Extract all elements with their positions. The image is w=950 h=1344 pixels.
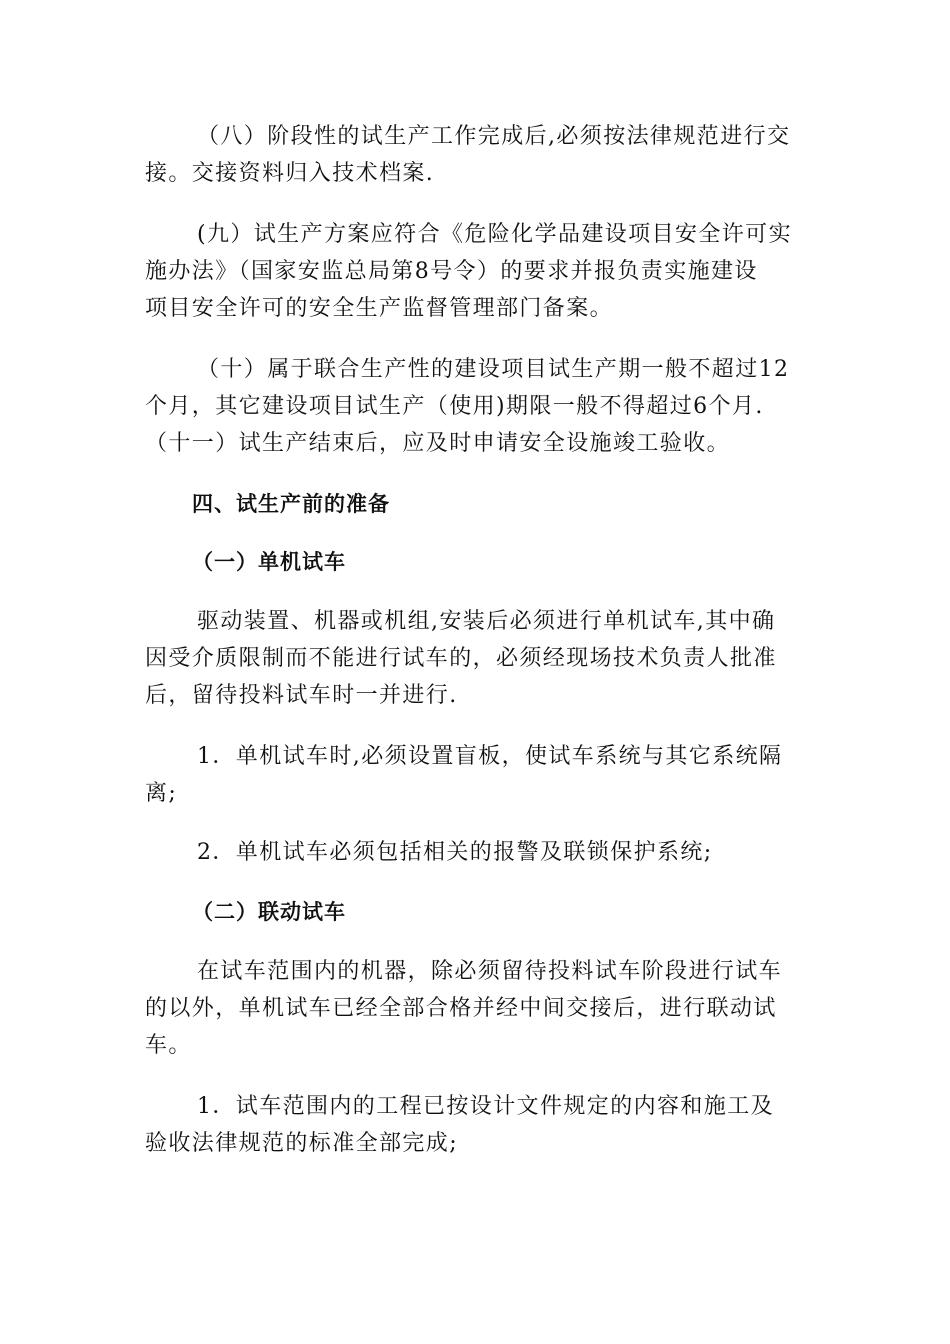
para-drive-line-3: 后，留待投料试车时一并进行.	[145, 683, 458, 708]
item-1a-line-1: 1．单机试车时,必须设置盲板，使试车系统与其它系统隔	[197, 744, 783, 769]
subheading-single-machine-test: （一）单机试车	[192, 550, 346, 574]
para-8-line-2: 接。交接资料归入技术档案.	[145, 161, 435, 186]
para-9-line-3: 项目安全许可的安全生产监督管理部门备案。	[145, 296, 614, 321]
para-scope-line-2: 的以外，单机试车已经全部合格并经中间交接后，进行联动试	[145, 996, 777, 1021]
subheading-linked-test: （二）联动试车	[192, 900, 346, 924]
section-heading-4: 四、试生产前的准备	[192, 492, 390, 516]
para-10-line-2: 个月，其它建设项目试生产（使用)期限一般不得超过6个月.	[145, 394, 764, 419]
para-9-line-2: 施办法》（国家安监总局第8号令）的要求并报负责实施建设	[145, 259, 758, 284]
item-1a-line-2: 离;	[145, 781, 178, 806]
para-11-line: （十一）试生产结束后，应及时申请安全设施竣工验收。	[145, 431, 731, 456]
para-10-line-1: （十）属于联合生产性的建设项目试生产期一般不超过12	[197, 357, 790, 382]
item-2a-line-1: 2．单机试车必须包括相关的报警及联锁保护系统;	[197, 840, 713, 865]
para-scope-line-1: 在试车范围内的机器，除必须留待投料试车阶段进行试车	[197, 959, 783, 984]
item-1b-line-1: 1．试车范围内的工程已按设计文件规定的内容和施工及	[197, 1094, 774, 1119]
para-9-line-1: (九）试生产方案应符合《危险化学品建设项目安全许可实	[197, 222, 792, 247]
para-8-line-1: （八）阶段性的试生产工作完成后,必须按法律规范进行交	[197, 124, 791, 149]
item-1b-line-2: 验收法律规范的标准全部完成;	[145, 1131, 459, 1156]
para-drive-line-1: 驱动装置、机器或机组,安装后必须进行单机试车,其中确	[197, 609, 776, 634]
para-scope-line-3: 车。	[145, 1033, 192, 1058]
para-drive-line-2: 因受介质限制而不能进行试车的，必须经现场技术负责人批准	[145, 646, 777, 671]
